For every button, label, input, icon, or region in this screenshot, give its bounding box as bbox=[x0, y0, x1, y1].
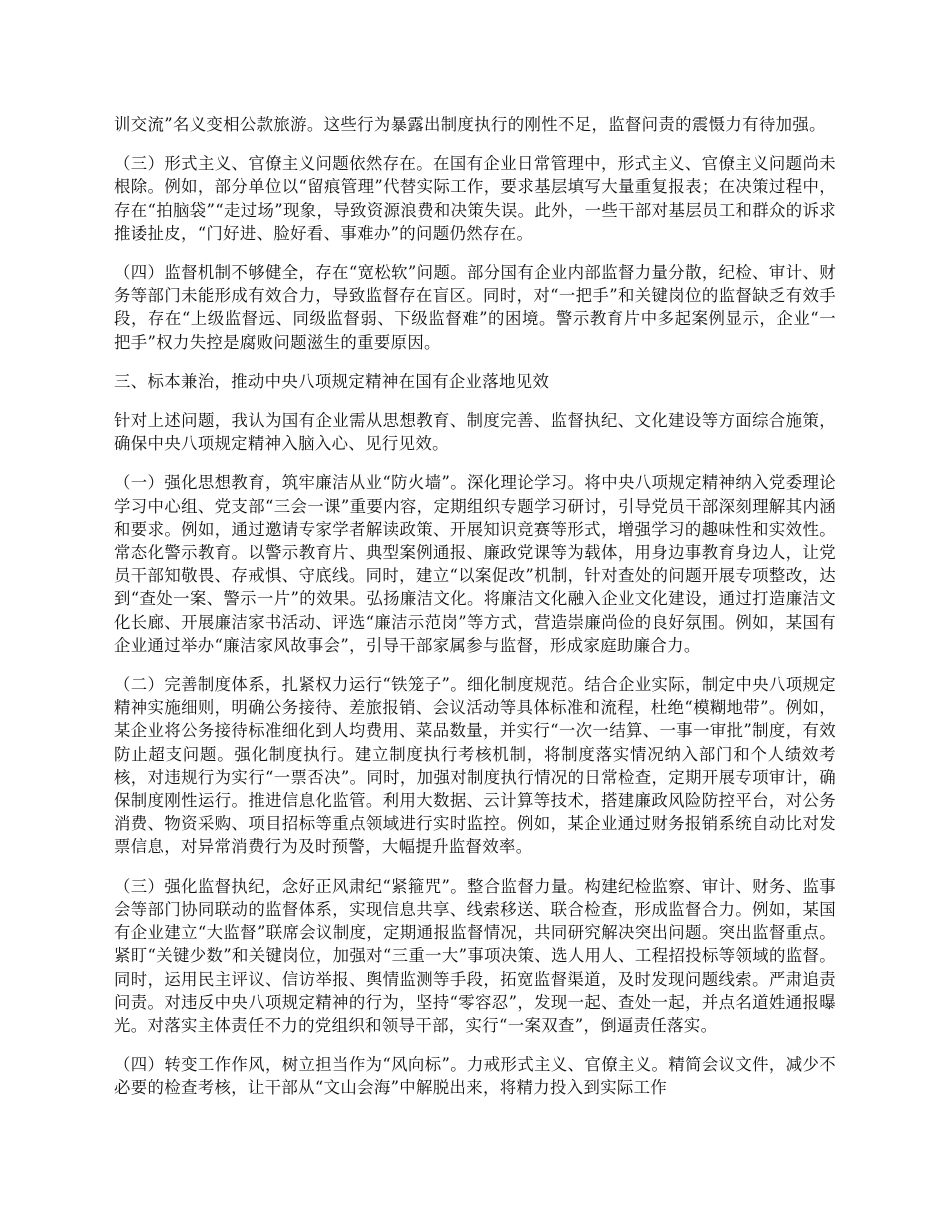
paragraph-discipline: （三）强化监督执纪，念好正风肃纪“紧箍咒”。整合监督力量。构建纪检监察、审计、财务、监事会等部门协同联动的监督体系，实现信息共享、线索移送、联合检查，形成监督合力。例如，某国有企业建立“大监督”联席会议制度，定期通报监督情况，共同研究解决突出问题。突出监督重点。紧盯“关键少数”和关键岗位，加强对“三重一大”事项决策、选人用人、工程招投标等领域的监督。同时，运用民主评议、信访举报、舆情监测等手段，拓宽监督渠道，及时发现问题线索。严肃追责问责。对违反中央八项规定精神的行为，坚持“零容忍”，发现一起、查处一起，并点名道姓通报曝光。对落实主体责任不力的党组织和领导干部，实行“一案双查”，倒逼责任落实。 bbox=[114, 876, 836, 1035]
section-heading-three: 三、标本兼治，推动中央八项规定精神在国有企业落地见效 bbox=[114, 371, 550, 391]
paragraph-intro: 针对上述问题，我认为国有企业需从思想教育、制度完善、监督执纪、文化建设等方面综合施策，确保中央八项规定精神入脑入心、见行见效。 bbox=[114, 411, 836, 454]
paragraph-supervision: （四）监督机制不够健全，存在“宽松软”问题。部分国有企业内部监督力量分散，纪检、审计、财务等部门未能形成有效合力，导致监督存在盲区。同时，对“一把手”和关键岗位的监督缺乏有效手段，存在“上级监督远、同级监督弱、下级监督难”的困境。警示教育片中多起案例显示，企业“一把手”权力失控是腐败问题滋生的重要原因。 bbox=[114, 263, 836, 352]
paragraph-education: （一）强化思想教育，筑牢廉洁从业“防火墙”。深化理论学习。将中央八项规定精神纳入党委理论学习中心组、党支部“三会一课”重要内容，定期组织专题学习研讨，引导党员干部深刻理解其内涵和要求。例如，通过邀请专家学者解读政策、开展知识竞赛等形式，增强学习的趣味性和实效性。常态化警示教育。以警示教育片、典型案例通报、廉政党课等为载体，用身边事教育身边人，让党员干部知敬畏、存戒惧、守底线。同时，建立“以案促改”机制，针对查处的问题开展专项整改，达到“查处一案、警示一片”的效果。弘扬廉洁文化。将廉洁文化融入企业文化建设，通过打造廉洁文化长廊、开展廉洁家书活动、评选“廉洁示范岗”等方式，营造崇廉尚俭的良好氛围。例如，某国有企业通过举办“廉洁家风故事会”，引导干部家属参与监督，形成家庭助廉合力。 bbox=[114, 473, 836, 655]
paragraph-formalism: （三）形式主义、官僚主义问题依然存在。在国有企业日常管理中，形式主义、官僚主义问题尚未根除。例如，部分单位以“留痕管理”代替实际工作，要求基层填写大量重复报表；在决策过程中，存在“拍脑袋”“走过场”现象，导致资源浪费和决策失误。此外，一些干部对基层员工和群众的诉求推诿扯皮，“门好进、脸好看、事难办”的问题仍然存在。 bbox=[114, 154, 836, 243]
paragraph-system: （二）完善制度体系，扎紧权力运行“铁笼子”。细化制度规范。结合企业实际，制定中央八项规定精神实施细则，明确公务接待、差旅报销、会议活动等具体标准和流程，杜绝“模糊地带”。例如，某企业将公务接待标准细化到人均费用、菜品数量，并实行“一次一结算、一事一审批”制度，有效防止超支问题。强化制度执行。建立制度执行考核机制，将制度落实情况纳入部门和个人绩效考核，对违规行为实行“一票否决”。同时，加强对制度执行情况的日常检查，定期开展专项审计，确保制度刚性运行。推进信息化监管。利用大数据、云计算等技术，搭建廉政风险防控平台，对公务消费、物资采购、项目招标等重点领域进行实时监控。例如，某企业通过财务报销系统自动比对发票信息，对异常消费行为及时预警，大幅提升监督效率。 bbox=[114, 675, 836, 857]
paragraph-work-style: （四）转变工作作风，树立担当作为“风向标”。力戒形式主义、官僚主义。精简会议文件，减少不必要的检查考核，让干部从“文山会海”中解脱出来，将精力投入到实际工作 bbox=[114, 1055, 836, 1098]
paragraph-continuation: 训交流”名义变相公款旅游。这些行为暴露出制度执行的刚性不足，监督问责的震慑力有待加强。 bbox=[114, 115, 826, 134]
